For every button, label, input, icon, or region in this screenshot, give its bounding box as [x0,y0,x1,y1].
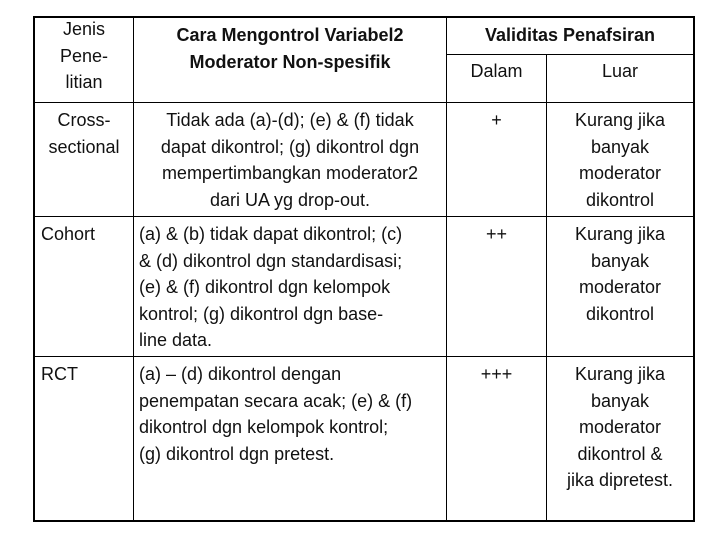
row2-cara-line-1: (a) & (b) tidak dapat dikontrol; (c) [139,224,403,244]
row-cohort-jenis [41,221,133,248]
row-rct-cara [139,361,446,467]
row2-luar-line-3: moderator [578,277,662,297]
row2-luar-line-4: dikontrol [585,303,655,324]
row2-cara-line-2: & (d) dikontrol dgn standardisasi; [139,250,403,271]
row1-cara-line-1: Tidak ada (a)-(d); (e) & (f) tidak [166,110,414,130]
row3-cara-line-3: dikontrol dgn kelompok kontrol; [139,417,389,437]
row3-luar-line-3: moderator [578,417,662,437]
header-bottom-border [35,102,693,103]
row2-cara-line-5: line data. [139,330,213,350]
row1-luar-line-4: dikontrol [585,189,655,210]
header-cara-mengontrol [134,22,446,75]
col-divider-1 [133,18,134,520]
row1-luar-line-2: banyak [590,136,650,157]
row2-luar-line-1: Kurang jika [574,224,666,244]
row3-luar-line-5: jika dipretest. [566,470,674,490]
header-luar: Luar [601,61,639,81]
row-cross-sectional-cara [134,107,446,213]
header-jenis-penelitian [35,16,133,96]
row-rct-dalam: +++ [480,364,513,384]
row1-jenis-line-1: Cross- [57,110,111,130]
row-rct-luar [547,361,693,494]
row2-cara-line-3: (e) & (f) dikontrol dgn kelompok [139,277,391,297]
row2-luar-line-2: banyak [590,250,650,271]
row3-cara-line-1: (a) – (d) dikontrol dengan [139,364,342,384]
row3-cara-line-2: penempatan secara acak; (e) & (f) [139,390,413,411]
header-jenis-line-1: Jenis [62,19,106,39]
row-divider-2 [35,356,693,357]
row-rct-jenis [41,361,133,388]
row1-jenis-line-2: sectional [48,136,120,157]
row3-luar-line-4: dikontrol & [577,443,663,464]
row1-luar-line-3: moderator [578,163,662,183]
row1-luar-line-1: Kurang jika [574,110,666,130]
col-divider-2 [446,18,447,520]
header-cara-line-1: Cara Mengontrol Variabel2 [176,25,404,45]
row-divider-1 [35,216,693,217]
row1-cara-line-3: mempertimbangkan moderator2 [161,163,419,183]
header-jenis-line-2: Pene- [59,45,109,66]
row-cross-sectional-jenis [35,107,133,160]
row1-cara-line-2: dapat dikontrol; (g) dikontrol dgn [160,136,420,157]
header-jenis-line-3: litian [65,72,103,92]
row3-cara-line-4: (g) dikontrol dgn pretest. [139,443,335,464]
row-cohort-cara [139,221,446,354]
header-validitas-penafsiran: Validitas Penafsiran [484,25,656,45]
row3-jenis-line-1: RCT [41,364,78,384]
row2-jenis-line-1: Cohort [41,224,96,244]
row2-cara-line-4: kontrol; (g) dikontrol dgn base- [139,303,384,324]
header-dalam: Dalam [470,61,523,81]
row3-luar-line-2: banyak [590,390,650,411]
row3-luar-line-1: Kurang jika [574,364,666,384]
header-subdivider [446,54,693,55]
row1-cara-line-4: dari UA yg drop-out. [209,189,371,210]
header-cara-line-2: Moderator Non-spesifik [189,51,391,72]
research-validity-table [33,16,695,522]
row-cohort-luar [547,221,693,327]
row-cross-sectional-dalam: + [491,110,502,130]
row-cross-sectional-luar [547,107,693,213]
row-cohort-dalam: ++ [485,224,508,244]
